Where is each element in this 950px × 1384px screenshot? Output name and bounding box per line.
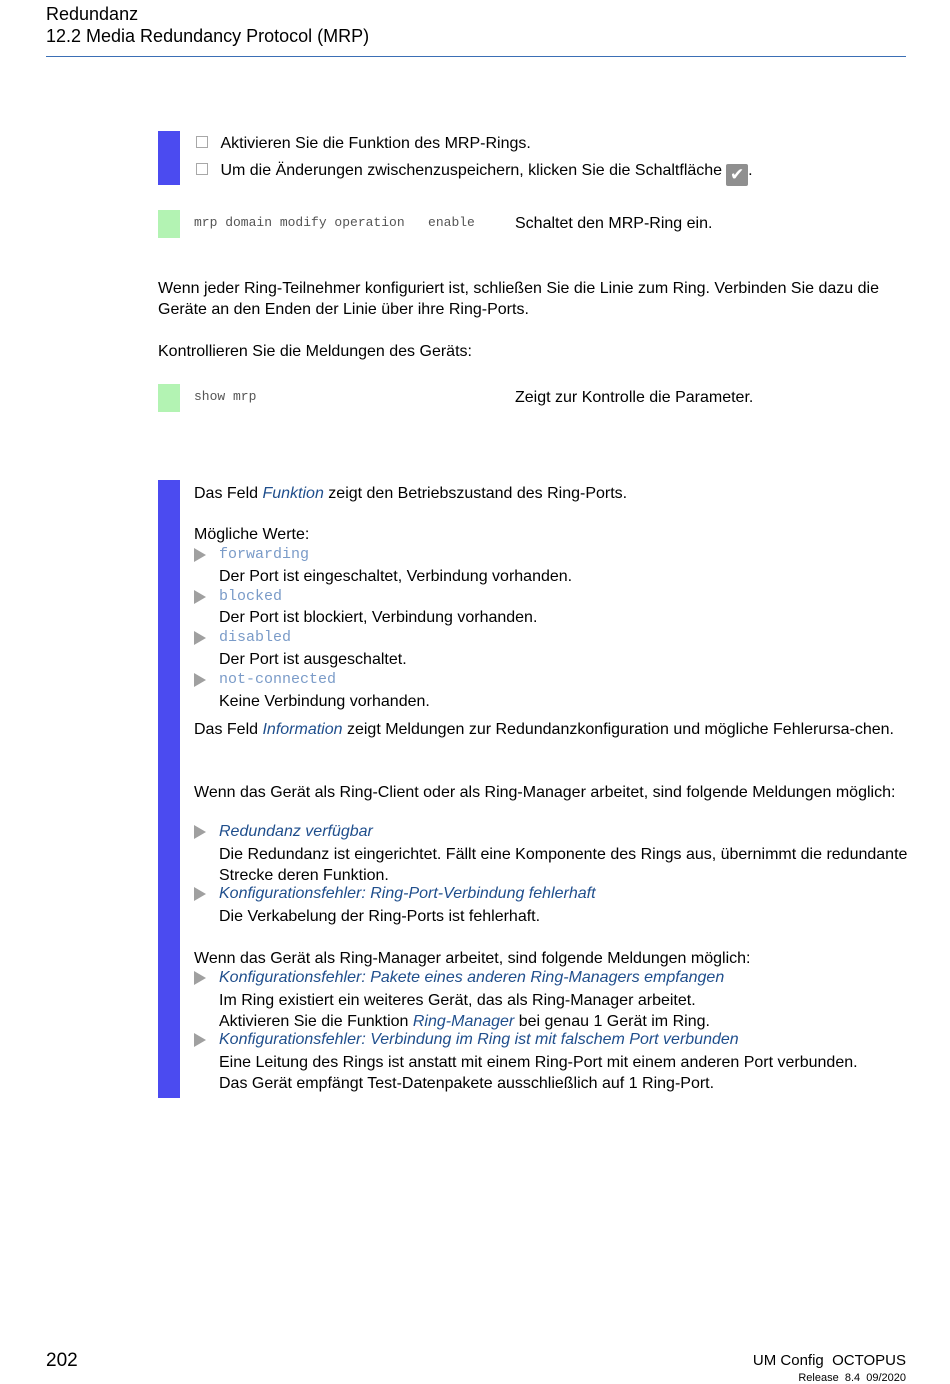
message-text: Redundanz verfügbar [219, 823, 373, 840]
message-bullet-icon [194, 971, 206, 990]
message-desc: Das Gerät empfängt Test-Datenpakete ausschließlich auf 1 Ring-Port. [219, 1075, 715, 1092]
checkmark-icon: ✔ [726, 164, 748, 186]
paragraph: Kontrollieren Sie die Meldungen des Geräts: [158, 343, 472, 360]
cli-description: Schaltet den MRP-Ring ein. [515, 215, 713, 232]
message-bullet-icon [194, 887, 206, 906]
message-desc: Eine Leitung des Rings ist anstatt mit einem Ring-Port mit einem anderen Port verbunden. [219, 1054, 858, 1071]
note-funktion-line [194, 483, 627, 504]
message-desc [219, 1011, 710, 1032]
text: Das Feld [194, 485, 263, 502]
paragraph: Wenn jeder Ring-Teilnehmer konfiguriert ist, schließen Sie die Linie zum Ring. Verbinden Sie dazu die Geräte an den Enden der Linie über ihre Ring-Ports. [158, 280, 879, 318]
text: zeigt den Betriebszustand des Ring-Ports. [323, 485, 628, 502]
header-divider [46, 56, 906, 57]
text: Aktivieren Sie die Funktion [219, 1013, 413, 1030]
step-text: Aktivieren Sie die Funktion des MRP-Rings. [220, 135, 531, 152]
message-desc: Die Redundanz ist eingerichtet. Fällt eine Komponente des Rings aus, übernimmt die redundante Strecke deren Funktion. [219, 846, 908, 884]
value-desc: Der Port ist ausgeschaltet. [219, 651, 407, 668]
cli-command: show mrp [194, 389, 257, 404]
text: bei genau 1 Gerät im Ring. [514, 1013, 710, 1030]
client-heading: Wenn das Gerät als Ring-Client oder als Ring-Manager arbeitet, sind folgende Meldungen möglich: [194, 784, 896, 801]
message-text: Konfigurationsfehler: Verbindung im Ring ist mit falschem Port verbunden [219, 1031, 739, 1048]
instruction-marker [158, 131, 180, 185]
value-bullet-icon [194, 673, 206, 692]
value-desc: Der Port ist blockiert, Verbindung vorhanden. [219, 609, 538, 626]
value-code: forwarding [219, 546, 310, 563]
cli-marker [158, 384, 180, 412]
field-name-ring-manager: Ring-Manager [412, 1013, 515, 1030]
chapter-title: Redundanz [46, 4, 139, 24]
cli-command: mrp domain modify operation enable [194, 215, 475, 230]
step-checkbox [196, 136, 208, 148]
step-checkbox [196, 163, 208, 175]
value-bullet-icon [194, 590, 206, 609]
section-title: 12.2 Media Redundancy Protocol (MRP) [46, 26, 370, 46]
message-bullet-icon [194, 1033, 206, 1052]
release-info: Release 8.4 09/2020 [798, 1372, 906, 1384]
value-code: not-connected [219, 671, 337, 688]
message-desc: Im Ring existiert ein weiteres Gerät, das als Ring-Manager arbeitet. [219, 992, 696, 1009]
note-marker [158, 480, 180, 1098]
note-information-line [194, 719, 906, 740]
document-title: UM Config OCTOPUS [752, 1352, 906, 1369]
page-number: 202 [46, 1350, 78, 1371]
cli-marker [158, 210, 180, 238]
field-name-funktion: Funktion [262, 485, 324, 502]
value-bullet-icon [194, 631, 206, 650]
value-code: disabled [219, 629, 292, 646]
message-text: Konfigurationsfehler: Pakete eines anderen Ring-Managers empfangen [219, 969, 725, 986]
values-heading: Mögliche Werte: [194, 526, 310, 543]
step-text-end: . [748, 162, 753, 179]
step-text: Um die Änderungen zwischenzuspeichern, klicken Sie die Schaltfläche [220, 162, 723, 179]
text: Das Feld [194, 721, 263, 738]
field-name-information: Information [262, 721, 343, 738]
cli-description: Zeigt zur Kontrolle die Parameter. [515, 389, 754, 406]
step-item [196, 133, 531, 154]
message-text: Konfigurationsfehler: Ring-Port-Verbindung fehlerhaft [219, 885, 596, 902]
value-desc: Der Port ist eingeschaltet, Verbindung vorhanden. [219, 568, 573, 585]
message-bullet-icon [194, 825, 206, 844]
step-item [196, 160, 753, 186]
value-code: blocked [219, 588, 283, 605]
value-desc: Keine Verbindung vorhanden. [219, 693, 430, 710]
text: zeigt Meldungen zur Redundanzkonfiguration und mögliche Fehlerursa-chen. [342, 721, 894, 738]
manager-heading: Wenn das Gerät als Ring-Manager arbeitet, sind folgende Meldungen möglich: [194, 950, 751, 967]
value-bullet-icon [194, 548, 206, 567]
message-desc: Die Verkabelung der Ring-Ports ist fehlerhaft. [219, 908, 541, 925]
